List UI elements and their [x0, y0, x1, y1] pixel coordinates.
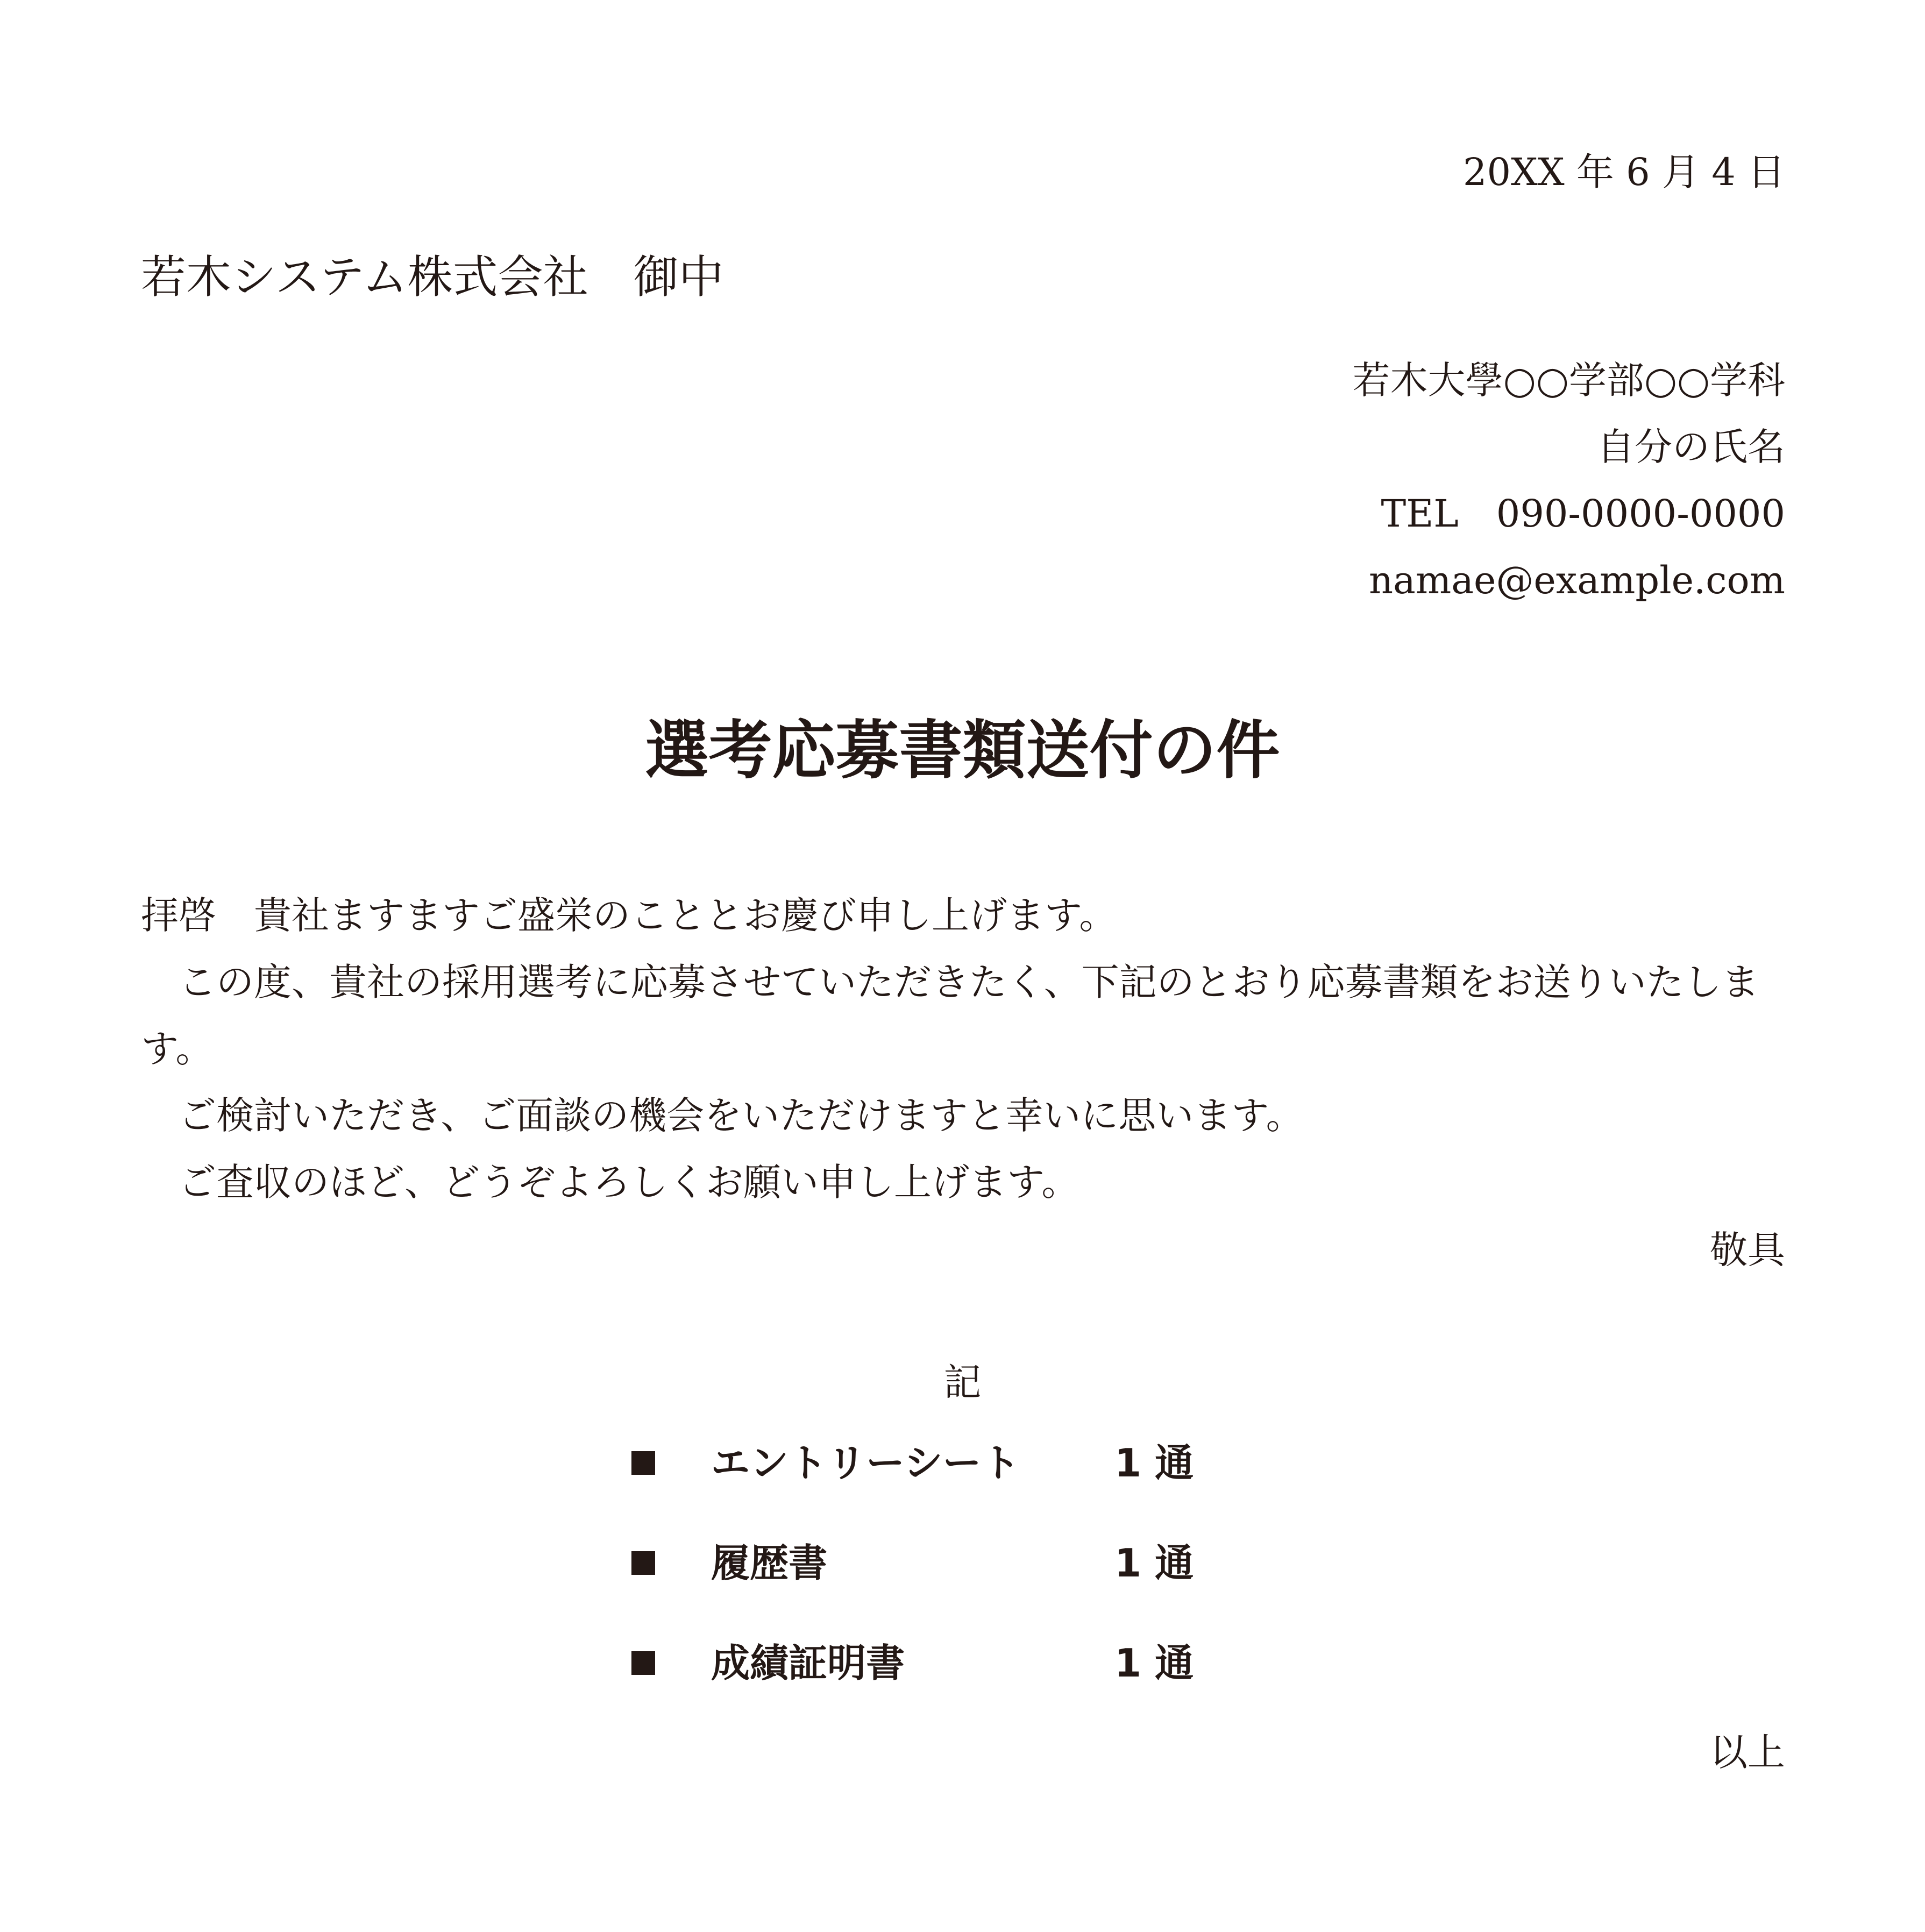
body-paragraph-3: ご査収のほど、どうぞよろしくお願い申し上げます。: [141, 1160, 1079, 1204]
list-item: [629, 1631, 1221, 1731]
square-bullet-icon: [631, 1451, 655, 1475]
item-count: 1 通: [1114, 1640, 1194, 1686]
closing-keigu: 敬具: [1710, 1228, 1785, 1272]
sender-email: namae@example.com: [1369, 558, 1785, 602]
sender-name: 自分の氏名: [1597, 425, 1785, 469]
letter-body: [141, 882, 1785, 1216]
ki-heading: 記: [943, 1360, 982, 1404]
list-item: [629, 1431, 1221, 1531]
square-bullet-icon: [631, 1551, 655, 1575]
sender-block: [1353, 347, 1785, 614]
sender-tel: TEL 090-0000-0000: [1381, 492, 1785, 536]
letter-subject: 選考応募書類送付の件: [645, 713, 1280, 787]
closing-ijou: 以上: [1710, 1730, 1785, 1774]
body-paragraph-1: この度、貴社の採用選考に応募させていただきたく、下記のとおり応募書類をお送りいたします。: [141, 960, 1759, 1071]
item-name: 履歴書: [711, 1540, 828, 1586]
item-count: 1 通: [1114, 1540, 1194, 1586]
item-name: エントリーシート: [711, 1440, 1020, 1486]
item-count: 1 通: [1114, 1440, 1194, 1486]
letter-date: 20XX 年 6 月 4 日: [1462, 150, 1785, 194]
square-bullet-icon: [631, 1651, 655, 1675]
list-item: [629, 1531, 1221, 1631]
sender-affiliation: 若木大學○○学部○○学科: [1352, 358, 1785, 402]
enclosure-list: [629, 1431, 1221, 1731]
item-name: 成績証明書: [711, 1640, 905, 1686]
body-opening: 拝啓 貴社ますますご盛栄のこととお慶び申し上げます。: [141, 893, 1117, 937]
body-paragraph-2: ご検討いただき、ご面談の機会をいただけますと幸いに思います。: [141, 1093, 1304, 1138]
recipient-company: 若木システム株式会社 御中: [141, 251, 724, 303]
